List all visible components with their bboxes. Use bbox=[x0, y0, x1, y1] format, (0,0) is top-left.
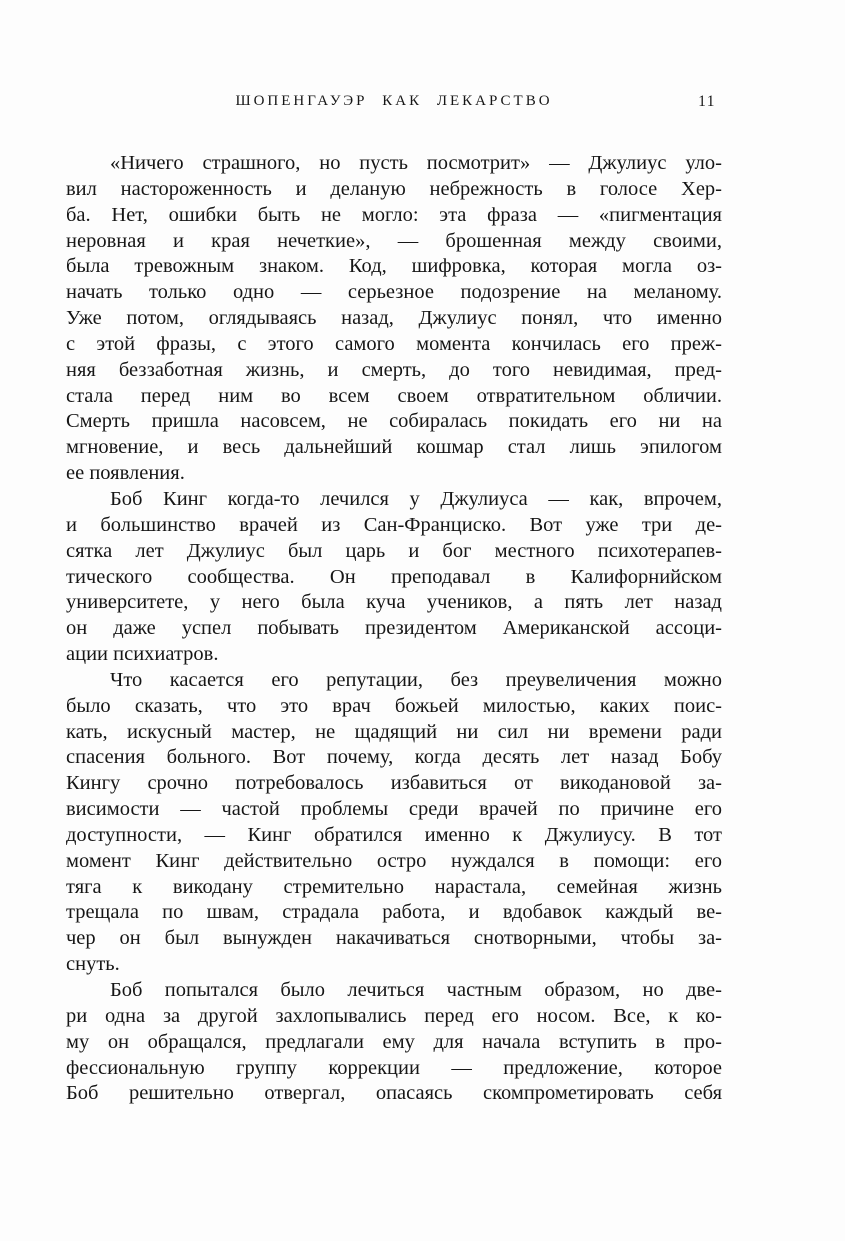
text-line: и большинство врачей из Сан-Франциско. Вот уже три де- bbox=[66, 513, 722, 536]
text-line: университете, у него была куча учеников, а пять лет назад bbox=[66, 591, 722, 614]
text-block bbox=[66, 151, 722, 1107]
text-line: момент Кинг действительно остро нуждался в помощи: его bbox=[66, 849, 722, 872]
text-line: начать только одно — серьезное подозрение на меланому. bbox=[66, 281, 722, 304]
text-line: вил настороженность и деланую небрежность в голосе Хер- bbox=[66, 177, 722, 200]
text-line: Уже потом, оглядываясь назад, Джулиус понял, что именно bbox=[66, 307, 722, 330]
text-line: висимости — частой проблемы среди врачей по причине его bbox=[66, 798, 722, 821]
text-line: ее появления. bbox=[66, 462, 185, 485]
text-line: фессиональную группу коррекции — предложение, которое bbox=[66, 1056, 722, 1079]
text-line: му он обращался, предлагали ему для начала вступить в про- bbox=[66, 1030, 722, 1053]
text-line: сятка лет Джулиус был царь и бог местного психотерапев- bbox=[66, 539, 722, 562]
text-line: ба. Нет, ошибки быть не могло: эта фраза — «пигментация bbox=[66, 203, 722, 226]
text-line: ации психиатров. bbox=[66, 643, 219, 666]
text-line: снуть. bbox=[66, 953, 120, 976]
page-number: 11 bbox=[698, 93, 716, 110]
text-line: тического сообщества. Он преподавал в Калифорнийском bbox=[66, 565, 722, 588]
text-line: няя беззаботная жизнь, и смерть, до того невидимая, пред- bbox=[66, 358, 722, 381]
text-line: Боб попытался было лечиться частным образом, но две- bbox=[110, 979, 722, 1001]
text-line: тяга к викодану стремительно нарастала, семейная жизнь bbox=[66, 875, 722, 898]
text-line: мгновение, и весь дальнейший кошмар стал лишь эпилогом bbox=[66, 436, 722, 459]
text-line: Боб Кинг когда-то лечился у Джулиуса — как, впрочем, bbox=[110, 487, 722, 510]
text-line: стала перед ним во всем своем отвратительном обличии. bbox=[66, 384, 722, 407]
text-line: чер он был вынужден накачиваться снотворными, чтобы за- bbox=[66, 927, 722, 950]
text-line: трещала по швам, страдала работа, и вдобавок каждый ве- bbox=[66, 901, 722, 924]
text-line: было сказать, что это врач божьей милостью, каких поис- bbox=[66, 694, 722, 717]
text-line: «Ничего страшного, но пусть посмотрит» — Джулиус уло- bbox=[110, 152, 722, 174]
text-line: ри одна за другой захлопывались перед его носом. Все, к ко- bbox=[66, 1004, 722, 1027]
text-line: Смерть пришла насовсем, не собиралась покидать его ни на bbox=[66, 410, 722, 433]
text-line: Боб решительно отвергал, опасаясь скомпрометировать себя bbox=[66, 1082, 722, 1105]
paragraph bbox=[66, 151, 722, 487]
text-line: Что касается его репутации, без преувеличения можно bbox=[110, 668, 722, 691]
running-title: ШОПЕНГАУЭР КАК ЛЕКАРСТВО bbox=[235, 93, 553, 109]
text-line: спасения больного. Вот почему, когда десять лет назад Бобу bbox=[66, 746, 722, 769]
text-line: доступности, — Кинг обратился именно к Джулиусу. В тот bbox=[66, 823, 722, 846]
running-head bbox=[66, 93, 722, 115]
text-line: неровная и края нечеткие», — брошенная между своими, bbox=[66, 229, 722, 252]
text-line: кать, искусный мастер, не щадящий ни сил ни времени ради bbox=[66, 720, 722, 743]
paragraph bbox=[66, 487, 722, 668]
text-line: была тревожным знаком. Код, шифровка, которая могла оз- bbox=[66, 255, 722, 278]
paragraph bbox=[66, 978, 722, 1107]
text-line: с этой фразы, с этого самого момента кончилась его преж- bbox=[66, 332, 722, 355]
paragraph bbox=[66, 668, 722, 978]
text-line: он даже успел побывать президентом Американской ассоци- bbox=[66, 617, 722, 640]
text-line: Кингу срочно потребовалось избавиться от викодановой за- bbox=[66, 772, 722, 795]
